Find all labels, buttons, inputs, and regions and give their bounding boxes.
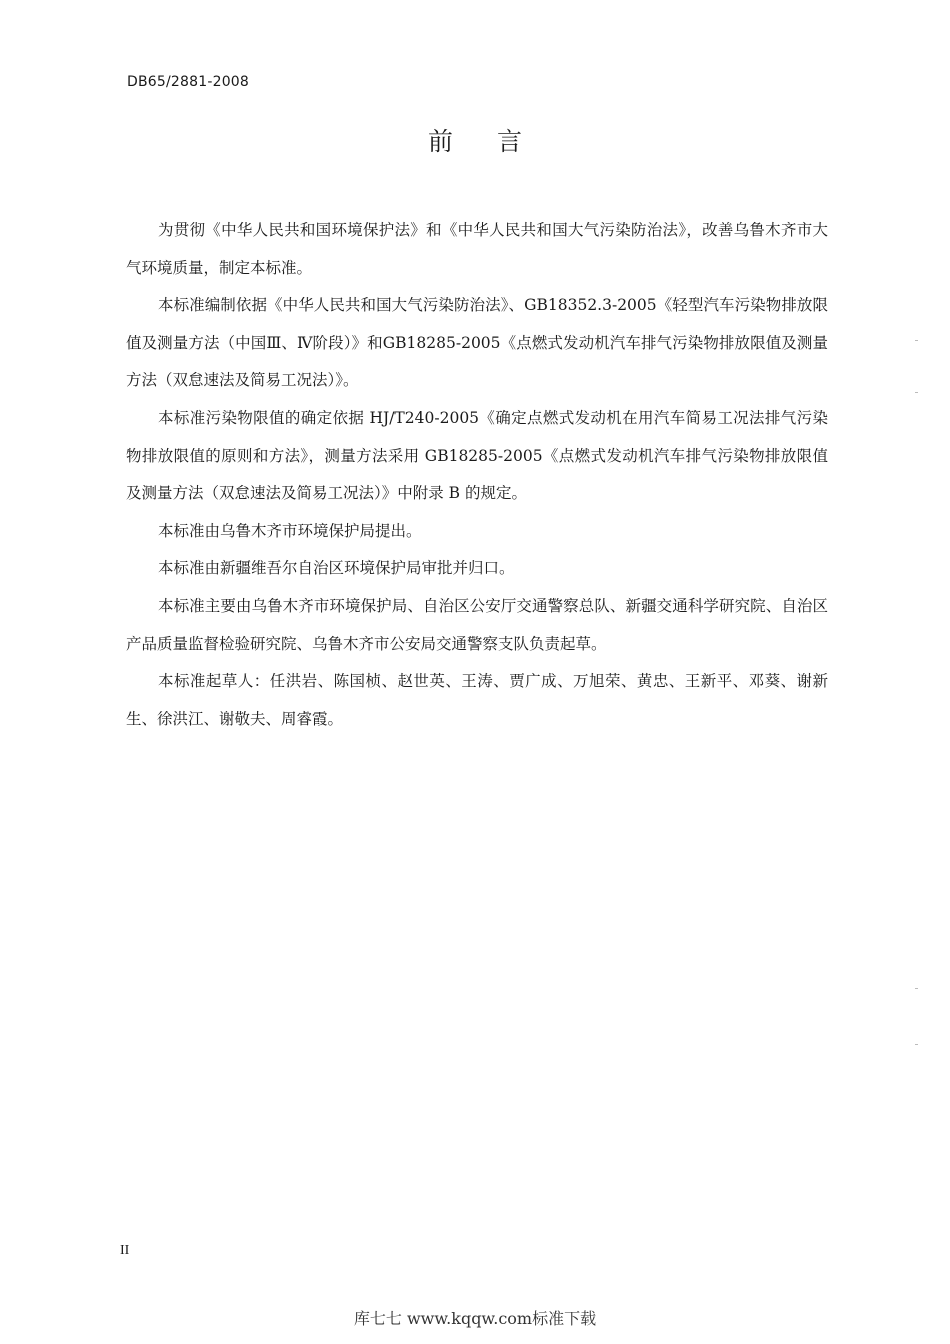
scan-mark bbox=[915, 392, 918, 393]
scan-mark bbox=[915, 988, 918, 989]
paragraph: 本标准编制依据《中华人民共和国大气污染防治法》、GB18352.3-2005《轻型汽车污染物排放限值及测量方法（中国Ⅲ、Ⅳ阶段）》和GB18285-2005《点燃式发动机汽车排气污染物排放限值及测量方法（双怠速法及简易工况法）》。 bbox=[126, 296, 828, 390]
paragraph: 本标准污染物限值的确定依据 HJ/T240-2005《确定点燃式发动机在用汽车简易工况法排气污染物排放限值的原则和方法》，测量方法采用 GB18285-2005《点燃式发动机汽车排气污染物排放限值及测量方法（双怠速法及简易工况法）》中附录 B 的规定。 bbox=[126, 408, 828, 503]
footer-watermark: 库七七 www.kqqw.com标准下载 bbox=[353, 1309, 597, 1328]
scan-mark bbox=[915, 340, 918, 341]
preface-body bbox=[126, 212, 828, 738]
paragraph: 本标准主要由乌鲁木齐市环境保护局、自治区公安厅交通警察总队、新疆交通科学研究院、自治区产品质量监督检验研究院、乌鲁木齐市公安局交通警察支队负责起草。 bbox=[126, 596, 828, 653]
paragraph: 本标准由乌鲁木齐市环境保护局提出。 bbox=[158, 521, 422, 540]
document-code: DB65/2881-2008 bbox=[127, 74, 250, 90]
paragraph: 本标准起草人：任洪岩、陈国桢、赵世英、王涛、贾广成、万旭荣、黄忠、王新平、邓葵、谢新生、徐洪江、谢敬夫、周睿霞。 bbox=[126, 672, 828, 728]
paragraph: 本标准由新疆维吾尔自治区环境保护局审批并归口。 bbox=[158, 559, 515, 578]
page-number: II bbox=[120, 1243, 130, 1258]
paragraph: 为贯彻《中华人民共和国环境保护法》和《中华人民共和国大气污染防治法》，改善乌鲁木齐市大气环境质量，制定本标准。 bbox=[126, 221, 828, 277]
page-title: 前言 bbox=[427, 127, 566, 156]
scan-mark bbox=[915, 1044, 918, 1045]
